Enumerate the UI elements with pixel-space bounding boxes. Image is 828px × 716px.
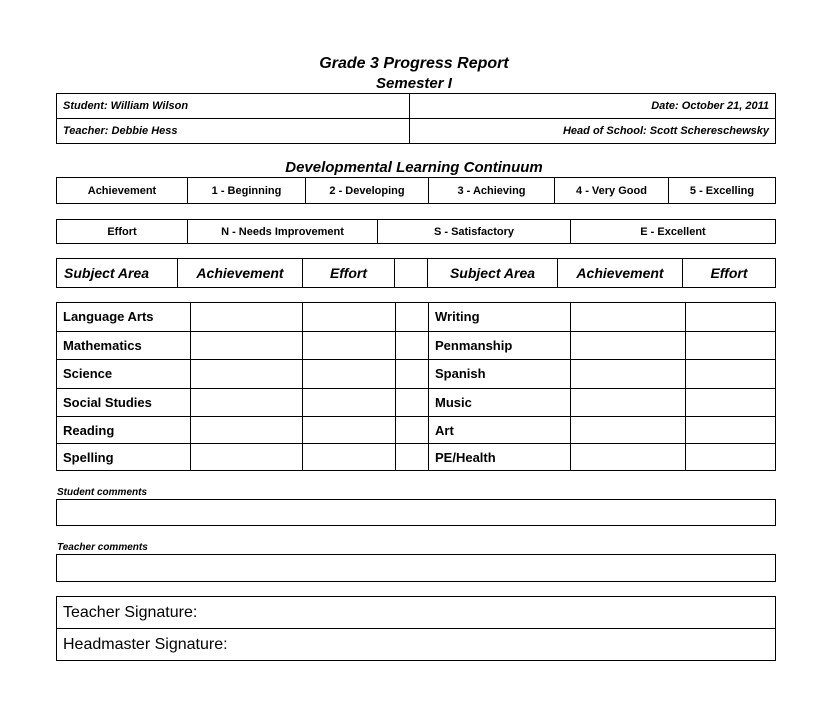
achievement-cell[interactable] [571,303,686,332]
achievement-scale-1: 1 - Beginning [188,178,306,204]
headmaster-signature-field[interactable]: Headmaster Signature: [57,629,776,661]
achievement-scale-2: 2 - Developing [306,178,429,204]
achievement-cell[interactable] [571,417,686,444]
effort-cell[interactable] [686,388,776,417]
effort-cell[interactable] [686,444,776,471]
effort-cell[interactable] [303,331,396,360]
effort-scale-n: N - Needs Improvement [188,220,378,244]
subject-spelling: Spelling [57,444,191,471]
achievement-cell[interactable] [191,331,303,360]
spacer-cell [396,360,429,389]
table-row [57,444,776,471]
spacer-cell [396,388,429,417]
subject-art: Art [429,417,571,444]
achievement-cell[interactable] [191,360,303,389]
header-subject-area-left: Subject Area [57,259,178,288]
achievement-cell[interactable] [191,444,303,471]
achievement-scale-5: 5 - Excelling [669,178,776,204]
achievement-cell[interactable] [571,360,686,389]
effort-cell[interactable] [303,444,396,471]
effort-scale-label: Effort [57,220,188,244]
signature-table [56,596,776,661]
info-table [56,93,776,144]
student-comments-field[interactable] [56,499,776,526]
teacher-name: Teacher: Debbie Hess [57,119,410,144]
table-row [57,388,776,417]
subject-pe-health: PE/Health [429,444,571,471]
table-row [57,360,776,389]
report-title: Grade 3 Progress Report [319,55,509,72]
spacer-cell [396,331,429,360]
subject-penmanship: Penmanship [429,331,571,360]
subject-music: Music [429,388,571,417]
semester-title: Semester I [376,75,452,92]
effort-cell[interactable] [303,417,396,444]
achievement-scale-4: 4 - Very Good [555,178,669,204]
head-of-school: Head of School: Scott Schereschewsky [410,119,776,144]
header-effort-right: Effort [683,259,776,288]
header-spacer [395,259,428,288]
achievement-cell[interactable] [191,417,303,444]
achievement-cell[interactable] [571,331,686,360]
student-name: Student: William Wilson [57,94,410,119]
achievement-scale [56,177,776,204]
spacer-cell [396,444,429,471]
teacher-comments-field[interactable] [56,554,776,582]
effort-cell[interactable] [303,303,396,332]
effort-cell[interactable] [303,388,396,417]
effort-cell[interactable] [686,417,776,444]
subject-language-arts: Language Arts [57,303,191,332]
report-date: Date: October 21, 2011 [410,94,776,119]
grades-header [56,258,776,288]
achievement-scale-3: 3 - Achieving [429,178,555,204]
subject-mathematics: Mathematics [57,331,191,360]
achievement-cell[interactable] [571,388,686,417]
effort-cell[interactable] [686,360,776,389]
achievement-cell[interactable] [191,303,303,332]
teacher-comments-label: Teacher comments [57,542,148,553]
effort-cell[interactable] [686,303,776,332]
table-row [57,417,776,444]
subject-spanish: Spanish [429,360,571,389]
continuum-title: Developmental Learning Continuum [285,159,543,176]
effort-scale-s: S - Satisfactory [378,220,571,244]
effort-cell[interactable] [303,360,396,389]
subject-reading: Reading [57,417,191,444]
spacer-cell [396,303,429,332]
effort-scale-e: E - Excellent [571,220,776,244]
table-row [57,303,776,332]
table-row [57,331,776,360]
achievement-scale-label: Achievement [57,178,188,204]
header-effort-left: Effort [303,259,395,288]
effort-cell[interactable] [686,331,776,360]
header-achievement-right: Achievement [558,259,683,288]
student-comments-label: Student comments [57,487,148,498]
effort-scale [56,219,776,244]
spacer-cell [396,417,429,444]
subject-writing: Writing [429,303,571,332]
header-subject-area-right: Subject Area [428,259,558,288]
achievement-cell[interactable] [191,388,303,417]
subject-science: Science [57,360,191,389]
teacher-signature-field[interactable]: Teacher Signature: [57,597,776,629]
achievement-cell[interactable] [571,444,686,471]
grades-table [56,302,776,471]
header-achievement-left: Achievement [178,259,303,288]
subject-social-studies: Social Studies [57,388,191,417]
